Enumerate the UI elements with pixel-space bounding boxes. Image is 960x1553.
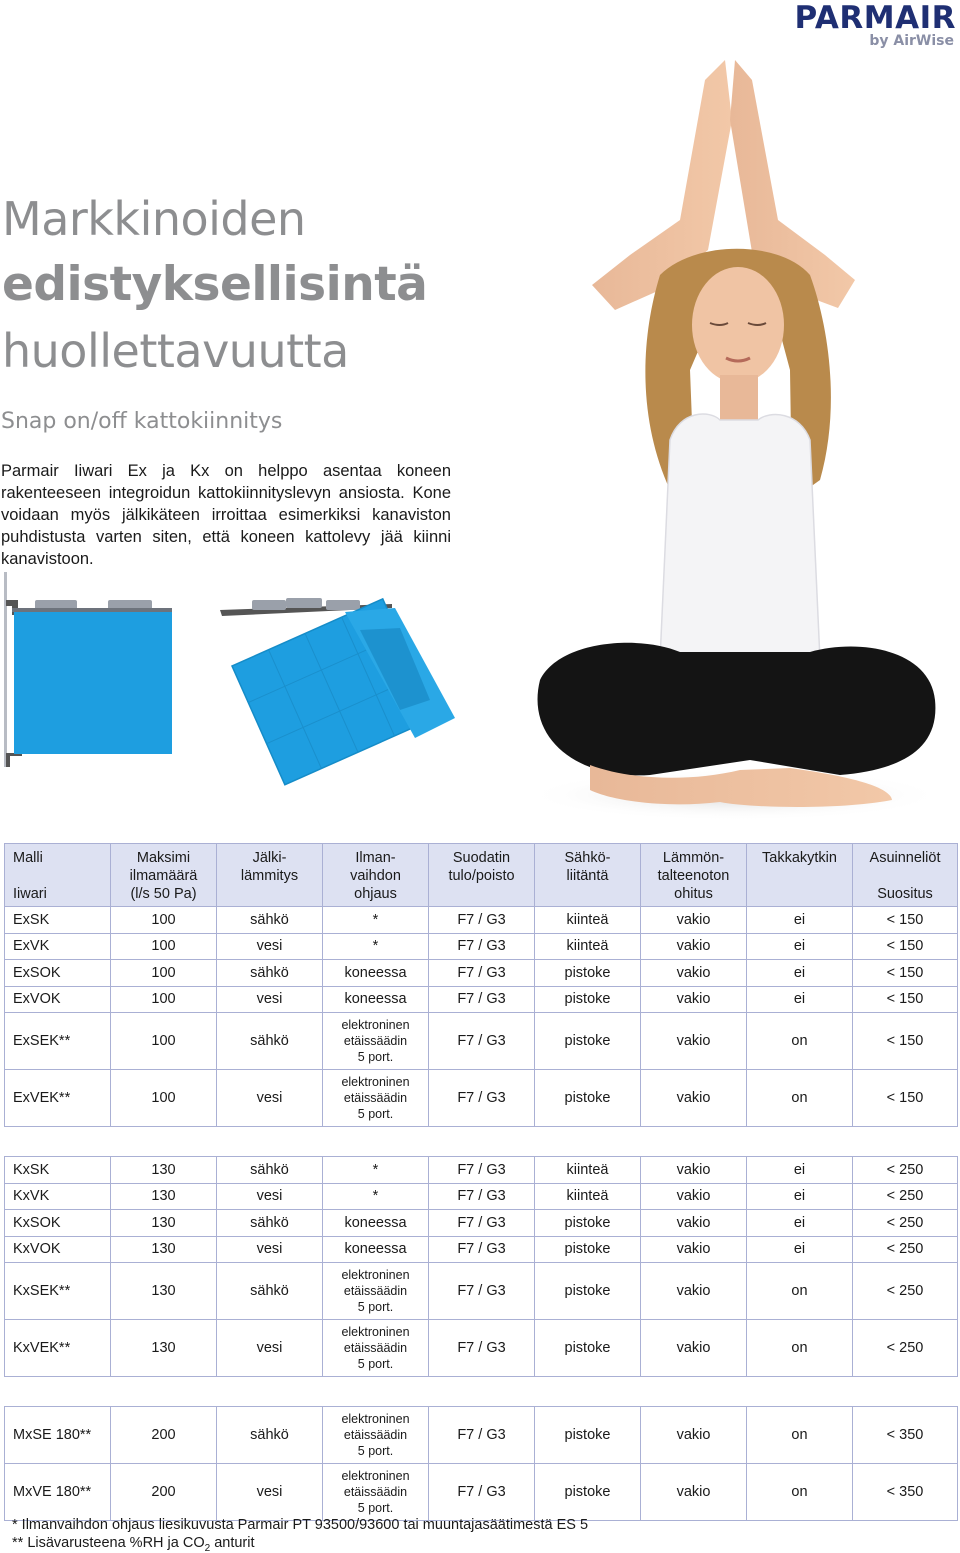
duct-collar-5 [326, 600, 360, 610]
unit-drawings [0, 570, 470, 795]
model-cell: KxVOK [5, 1236, 111, 1263]
headline [2, 186, 562, 384]
table-cell: ei [747, 1210, 853, 1237]
col-header-max-airflow: Maksimi ilmamäärä (l/s 50 Pa) [111, 844, 217, 907]
table-cell: 200 [111, 1407, 217, 1464]
table-cell: on [747, 1263, 853, 1320]
table-row [5, 960, 958, 987]
table-row [5, 933, 958, 960]
footnotes [12, 1517, 588, 1553]
table-cell: * [323, 1183, 429, 1210]
table-cell: < 250 [853, 1263, 958, 1320]
model-cell: MxSE 180** [5, 1407, 111, 1464]
subheading: Snap on/off kattokiinnitys [1, 409, 283, 434]
table-cell: vesi [217, 933, 323, 960]
table-row [5, 1407, 958, 1464]
table-row [5, 1070, 958, 1127]
table-cell: koneessa [323, 1210, 429, 1237]
intro-paragraph: Parmair Iiwari Ex ja Kx on helppo asentaa koneen rakenteeseen integroidun kattokiinnityslevyn ansiosta. Kone voidaan myös jälkikäteen irroittaa esimerkiksi kanaviston puhdistusta varten siten, että koneen kattolevy jää kiinni kanavistoon. [1, 462, 451, 568]
table-cell: 130 [111, 1263, 217, 1320]
table-cell: 100 [111, 1070, 217, 1127]
table-cell: elektroninen etäissäädin 5 port. [323, 1263, 429, 1320]
logo-wordmark: PARMAIR [794, 0, 956, 36]
table-cell: vesi [217, 1320, 323, 1377]
table-cell: < 150 [853, 933, 958, 960]
model-cell: KxSEK** [5, 1263, 111, 1320]
table-cell: * [323, 1157, 429, 1184]
table-cell: ei [747, 960, 853, 987]
table-cell: ei [747, 1157, 853, 1184]
table-cell: vakio [641, 907, 747, 934]
table-cell: 130 [111, 1183, 217, 1210]
table-cell: kiinteä [535, 907, 641, 934]
footnote-2: ** Lisävarusteena %RH ja $CO_2$ anturit [12, 1534, 255, 1553]
table-cell: F7 / G3 [429, 1157, 535, 1184]
col-header-heat-recovery-bypass: Lämmön- talteenoton ohitus [641, 844, 747, 907]
table-cell: vakio [641, 1013, 747, 1070]
table-cell: pistoke [535, 1013, 641, 1070]
unit-box-mounted [14, 612, 172, 754]
model-cell: KxVEK** [5, 1320, 111, 1377]
table-cell: elektroninen etäissäädin 5 port. [323, 1070, 429, 1127]
table-cell: sähkö [217, 1210, 323, 1237]
table-cell: 100 [111, 1013, 217, 1070]
table-cell: 100 [111, 933, 217, 960]
table-cell: 100 [111, 986, 217, 1013]
table-cell: < 150 [853, 907, 958, 934]
table-cell: kiinteä [535, 1157, 641, 1184]
table-cell: F7 / G3 [429, 1236, 535, 1263]
table-cell: on [747, 1407, 853, 1464]
table-cell: < 150 [853, 1013, 958, 1070]
table-cell: 130 [111, 1320, 217, 1377]
table-cell: sähkö [217, 907, 323, 934]
table-cell: 130 [111, 1157, 217, 1184]
table-cell: 200 [111, 1464, 217, 1521]
table-cell: vesi [217, 1183, 323, 1210]
table-cell: vakio [641, 1263, 747, 1320]
col-header-after-heating: Jälki- lämmitys [217, 844, 323, 907]
table-cell: pistoke [535, 1320, 641, 1377]
table-row [5, 1320, 958, 1377]
spec-table [4, 843, 958, 1521]
table-cell: pistoke [535, 1210, 641, 1237]
table-cell: koneessa [323, 960, 429, 987]
group-spacer-cell [5, 1127, 958, 1157]
table-cell: vakio [641, 1183, 747, 1210]
table-cell: F7 / G3 [429, 1210, 535, 1237]
model-cell: ExSEK** [5, 1013, 111, 1070]
table-cell: ei [747, 1183, 853, 1210]
model-cell: KxSOK [5, 1210, 111, 1237]
table-cell: vesi [217, 1236, 323, 1263]
table-cell: < 250 [853, 1183, 958, 1210]
table-row [5, 1183, 958, 1210]
table-cell: 130 [111, 1236, 217, 1263]
table-row [5, 1464, 958, 1521]
table-cell: F7 / G3 [429, 933, 535, 960]
yoga-woman-photo [520, 40, 960, 830]
table-cell: koneessa [323, 1236, 429, 1263]
table-cell: vakio [641, 986, 747, 1013]
table-row [5, 1157, 958, 1184]
col-header-electrical: Sähkö- liitäntä [535, 844, 641, 907]
table-cell: < 250 [853, 1236, 958, 1263]
table-cell: F7 / G3 [429, 907, 535, 934]
table-body [5, 907, 958, 1521]
table-cell: vakio [641, 960, 747, 987]
table-cell: * [323, 933, 429, 960]
table-cell: vesi [217, 986, 323, 1013]
table-cell: pistoke [535, 1407, 641, 1464]
headline-line-1: Markkinoiden [2, 192, 306, 246]
table-cell: F7 / G3 [429, 960, 535, 987]
group-spacer-cell [5, 1377, 958, 1407]
table-row [5, 1210, 958, 1237]
model-cell: MxVE 180** [5, 1464, 111, 1521]
table-cell: < 350 [853, 1464, 958, 1521]
table-row [5, 907, 958, 934]
table-cell: < 250 [853, 1157, 958, 1184]
table-cell: elektroninen etäissäädin 5 port. [323, 1013, 429, 1070]
table-cell: on [747, 1320, 853, 1377]
footnote-1: * Ilmanvaihdon ohjaus liesikuvusta Parmair PT 93500/93600 tai muuntajasäätimestä ES 5 [12, 1517, 589, 1533]
ceiling-plate [12, 608, 172, 612]
duct-collar-3 [252, 600, 286, 610]
table-cell: sähkö [217, 1157, 323, 1184]
table-cell: vakio [641, 1464, 747, 1521]
table-cell: vakio [641, 1320, 747, 1377]
table-cell: < 150 [853, 960, 958, 987]
table-cell: < 350 [853, 1407, 958, 1464]
model-cell: ExSK [5, 907, 111, 934]
mount-hook-bottom [6, 753, 22, 767]
model-cell: ExVK [5, 933, 111, 960]
table-cell: on [747, 1013, 853, 1070]
table-cell: vesi [217, 1464, 323, 1521]
model-cell: ExVOK [5, 986, 111, 1013]
model-cell: ExVEK** [5, 1070, 111, 1127]
table-cell: F7 / G3 [429, 1407, 535, 1464]
table-row [5, 1013, 958, 1070]
table-cell: elektroninen etäissäädin 5 port. [323, 1407, 429, 1464]
table-cell: on [747, 1070, 853, 1127]
col-header-ventilation-control: Ilman- vaihdon ohjaus [323, 844, 429, 907]
headline-line-3: huollettavuutta [2, 324, 349, 378]
table-cell: ei [747, 986, 853, 1013]
col-header-living-area: Asuinneliöt Suositus [853, 844, 958, 907]
col-header-filter: Suodatin tulo/poisto [429, 844, 535, 907]
table-cell: vakio [641, 1070, 747, 1127]
table-cell: vakio [641, 1157, 747, 1184]
table-row [5, 1236, 958, 1263]
table-cell: pistoke [535, 1236, 641, 1263]
table-cell: F7 / G3 [429, 1070, 535, 1127]
table-cell: vakio [641, 1236, 747, 1263]
table-cell: < 150 [853, 1070, 958, 1127]
table-cell: pistoke [535, 1464, 641, 1521]
table-cell: pistoke [535, 1263, 641, 1320]
table-cell: 100 [111, 960, 217, 987]
table-cell: F7 / G3 [429, 1263, 535, 1320]
duct-collar-4 [286, 598, 322, 608]
table-cell: F7 / G3 [429, 1464, 535, 1521]
table-cell: elektroninen etäissäädin 5 port. [323, 1320, 429, 1377]
table-cell: 100 [111, 907, 217, 934]
table-cell: elektroninen etäissäädin 5 port. [323, 1464, 429, 1521]
table-cell: sähkö [217, 960, 323, 987]
table-cell: F7 / G3 [429, 1183, 535, 1210]
table-cell: F7 / G3 [429, 1013, 535, 1070]
table-row [5, 1263, 958, 1320]
table-cell: < 250 [853, 1320, 958, 1377]
table-cell: vakio [641, 1210, 747, 1237]
table-cell: ei [747, 1236, 853, 1263]
table-cell: on [747, 1464, 853, 1521]
table-cell: kiinteä [535, 1183, 641, 1210]
table-cell: ei [747, 933, 853, 960]
table-cell: vakio [641, 933, 747, 960]
table-cell: < 250 [853, 1210, 958, 1237]
table-cell: vesi [217, 1070, 323, 1127]
col-header-model: Malli Iiwari [5, 844, 111, 907]
group-spacer [5, 1377, 958, 1407]
table-header-row [5, 844, 958, 907]
table-cell: pistoke [535, 986, 641, 1013]
table-cell: pistoke [535, 960, 641, 987]
model-cell: KxSK [5, 1157, 111, 1184]
table-cell: F7 / G3 [429, 1320, 535, 1377]
table-cell: vakio [641, 1407, 747, 1464]
table-row [5, 986, 958, 1013]
table-cell: sähkö [217, 1407, 323, 1464]
headline-line-2: edistyksellisintä [2, 257, 428, 312]
table-cell: 130 [111, 1210, 217, 1237]
table-cell: ei [747, 907, 853, 934]
logo-tagline: by AirWise [869, 33, 954, 49]
col-header-fireplace-switch: Takkakytkin [747, 844, 853, 907]
table-cell: < 150 [853, 986, 958, 1013]
group-spacer [5, 1127, 958, 1157]
model-cell: KxVK [5, 1183, 111, 1210]
table-cell: sähkö [217, 1263, 323, 1320]
table-cell: koneessa [323, 986, 429, 1013]
table-cell: kiinteä [535, 933, 641, 960]
table-cell: * [323, 907, 429, 934]
table-cell: pistoke [535, 1070, 641, 1127]
model-cell: ExSOK [5, 960, 111, 987]
table-cell: sähkö [217, 1013, 323, 1070]
table-cell: F7 / G3 [429, 986, 535, 1013]
